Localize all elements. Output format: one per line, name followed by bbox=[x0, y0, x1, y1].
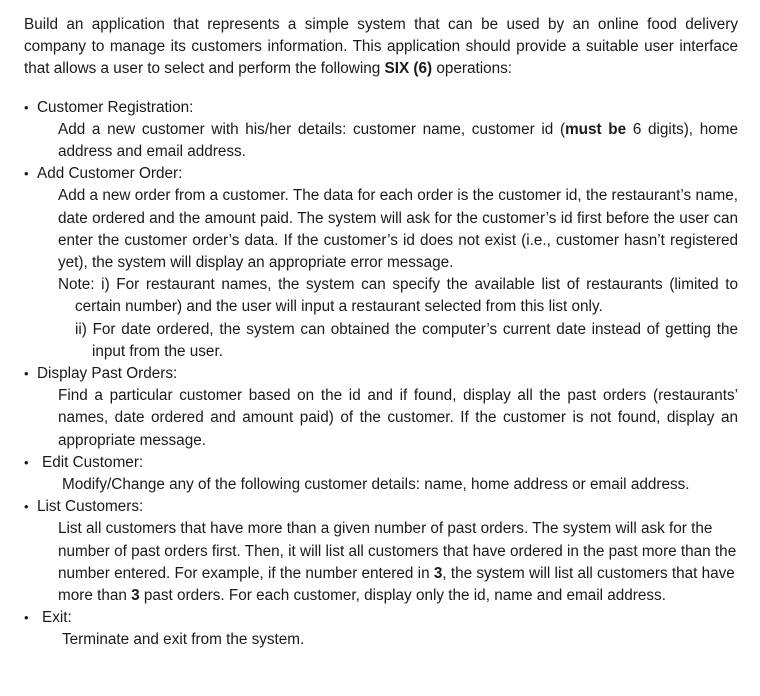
operation-exit bbox=[24, 607, 738, 651]
operation-title: Display Past Orders: bbox=[37, 365, 178, 383]
bullet-icon: • bbox=[24, 454, 29, 470]
operation-list-customers bbox=[24, 496, 738, 607]
bullet-icon: • bbox=[24, 610, 29, 626]
operation-title: List Customers: bbox=[37, 498, 144, 516]
operation-description: List all customers that have more than a given number of past orders. The system will ask for the number of past orders first. Then, it will list all customers that have ordered in the past more than the number entered. For example, if the number entered in 3, the system will list all customers that have more than 3 past orders. For each customer, display only the id, name and email address. bbox=[58, 520, 737, 605]
operation-title: Add Customer Order: bbox=[37, 165, 183, 183]
operation-description: Add a new order from a customer. The data for each order is the customer id, the restaurant’s name, date ordered and the amount paid. The system will ask for the customer’s id first before the user can enter the customer order’s data. If the customer’s id does not exist (i.e., customer hasn’t registered yet), the system will display an appropriate error message. bbox=[58, 187, 738, 272]
operation-description: Modify/Change any of the following customer details: name, home address or email address. bbox=[62, 476, 690, 494]
operation-add-customer-order bbox=[24, 163, 738, 363]
bullet-icon: • bbox=[24, 99, 29, 115]
operation-title: Customer Registration: bbox=[37, 98, 194, 116]
intro-paragraph: Build an application that represents a simple system that can be used by an online food delivery company to manage its customers information. This application should provide a suitable user interface that allows a user to select and perform the following SIX (6) operations: bbox=[24, 16, 738, 78]
operation-title: Edit Customer: bbox=[42, 453, 144, 471]
operation-display-past-orders bbox=[24, 363, 738, 452]
bullet-icon: • bbox=[24, 166, 29, 182]
operation-title: Exit: bbox=[42, 609, 72, 627]
note-restaurants: Note: i) For restaurant names, the system can specify the available list of restaurants (limited to certain number) and the user will input a restaurant selected from this list only. bbox=[58, 276, 738, 316]
operation-description: Terminate and exit from the system. bbox=[62, 631, 305, 649]
bullet-icon: • bbox=[24, 499, 29, 515]
operation-description: Add a new customer with his/her details: customer name, customer id (must be 6 digits), home address and email address. bbox=[58, 120, 738, 161]
intro-bold-count: SIX (6) bbox=[384, 60, 433, 78]
operation-customer-registration bbox=[24, 97, 738, 164]
operation-edit-customer bbox=[24, 452, 738, 496]
operation-description: Find a particular customer based on the id and if found, display all the past orders (restaurants’ names, date ordered and amount paid) of the customer. If the customer is not found, display an appropriate message. bbox=[58, 387, 738, 449]
note-date: ii) For date ordered, the system can obtained the computer’s current date instead of getting the input from the user. bbox=[75, 320, 738, 360]
bullet-icon: • bbox=[24, 366, 29, 382]
